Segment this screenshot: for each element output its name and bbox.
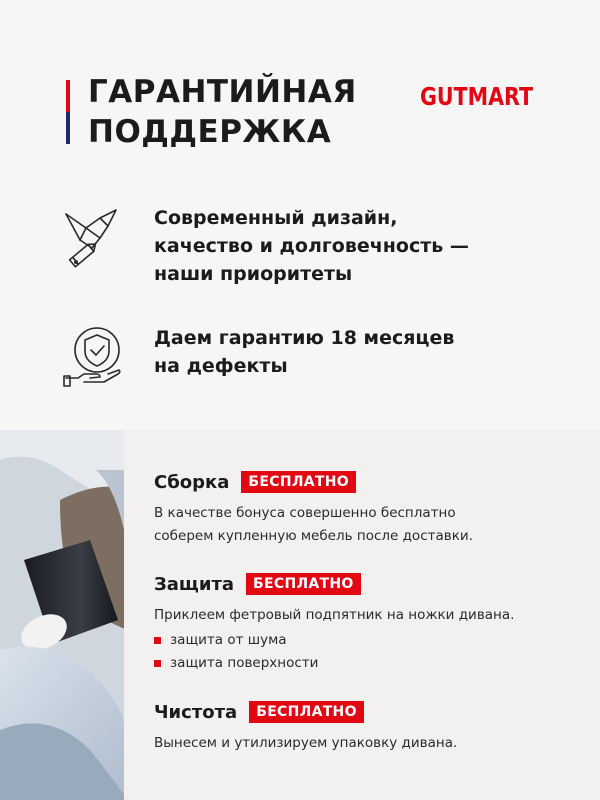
origami-bird-pencil-icon [60,204,130,274]
service-description [154,502,574,548]
benefit-list [154,629,574,675]
brand-logo [420,78,535,112]
services-section [0,430,600,800]
brand-logo-text: GUTMART [420,82,533,111]
feature-warranty [60,322,550,392]
feature-line: на дефекты [154,355,288,377]
free-badge: БЕСПЛАТНО [249,701,364,723]
assembly-photo [0,430,128,800]
free-badge: БЕСПЛАТНО [246,573,361,595]
feature-design [60,204,550,288]
service-assembly [154,468,574,548]
list-item [154,629,574,652]
service-protection [154,570,574,675]
free-badge: БЕСПЛАТНО [241,471,356,493]
feature-text [154,324,454,380]
bullet-square-icon [154,637,161,644]
description-line: В качестве бонуса совершенно бесплатно [154,505,456,521]
feature-line: наши приоритеты [154,263,353,285]
service-title: Чистота [154,701,238,723]
service-description [154,604,574,627]
flag-accent-bar [66,80,70,144]
feature-line: качество и долговечность — [154,235,469,257]
title-line-1: ГАРАНТИЙНАЯ [88,74,357,110]
accent-red-segment [66,80,70,112]
feature-line: Даем гарантию 18 месяцев [154,327,455,349]
accent-blue-segment [66,112,70,144]
description-line: Вынесем и утилизируем упаковку дивана. [154,735,458,751]
service-title: Сборка [154,471,230,493]
feature-line: Современный дизайн, [154,207,398,229]
shield-check-hand-icon [60,322,130,392]
description-line: Приклеем фетровый подпятник на ножки дивана. [154,607,515,623]
description-line: соберем купленную мебель после доставки. [154,528,473,544]
title-line-2: ПОДДЕРЖКА [88,114,332,150]
list-item-text: защита от шума [170,632,287,648]
page-title [88,72,357,152]
bullet-square-icon [154,660,161,667]
service-description [154,732,574,755]
service-cleanup [154,698,574,755]
service-title: Защита [154,573,235,595]
list-item [154,652,574,675]
list-item-text: защита поверхности [170,655,319,671]
feature-text [154,204,469,288]
